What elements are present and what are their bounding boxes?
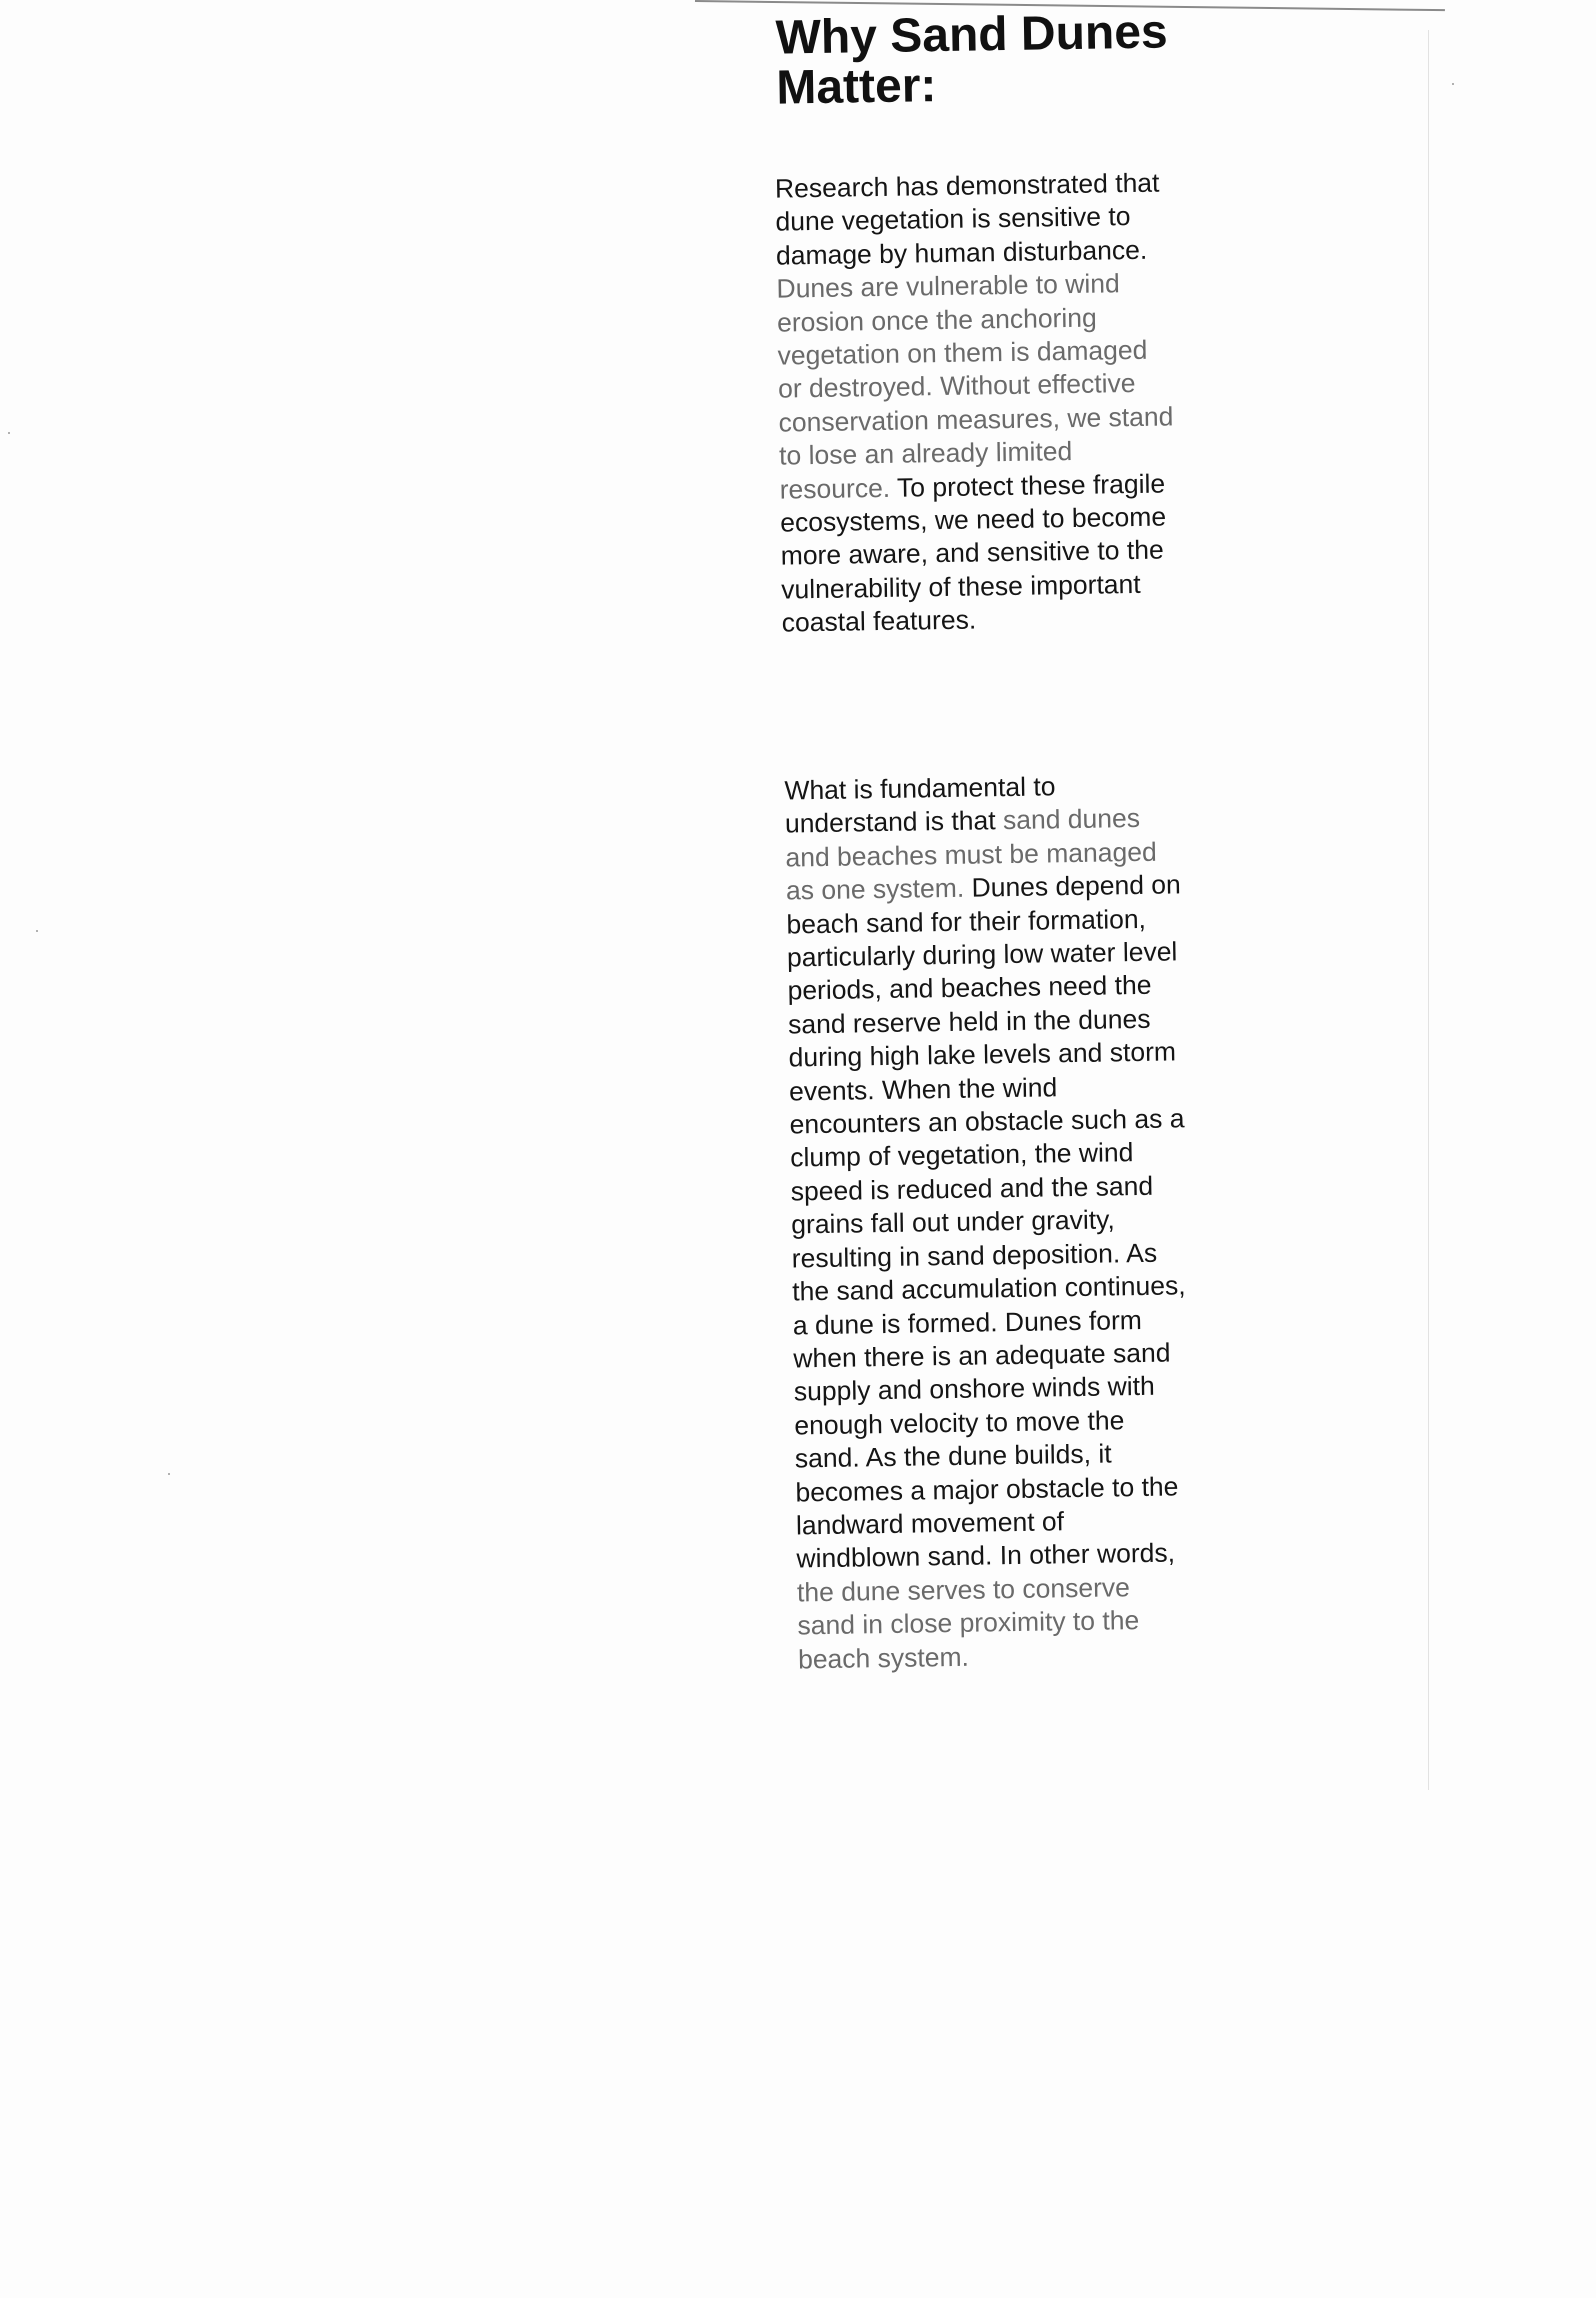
paragraph-tail-text: Dunes depend on beach sand for their formation, particularly during low water level periods, and beaches need the sand reserve held in the dunes during high lake levels and storm events. When the wind encounters an obstacle such as a clump of vegetation, the wind speed is reduced and the sand grains fall out under gravity, resulting in sand deposition. As the sand accumulation continues, a dune is formed. Dunes form when there is an adequate sand supply and onshore winds with enough velocity to move the sand. As the dune builds, it becomes a major obstacle to the landward movement of windblown sand. In other words,: [786, 869, 1186, 1574]
document-page: [750, 0, 1198, 1800]
scan-speck: [36, 930, 38, 932]
paragraph-faded-text: Dunes are vulnerable to wind erosion once the anchoring vegetation on them is damaged or destroyed. Without effective conservation measures, we stand to lose an already limited resource.: [776, 268, 1174, 505]
paragraph-vegetation: [775, 166, 1177, 640]
scan-speck: [168, 1473, 170, 1475]
scan-speck: [8, 432, 10, 434]
page-title: Why Sand Dunes Matter:: [775, 5, 1169, 115]
paragraph-lead-text: What is fundamental to understand is that: [784, 771, 1056, 839]
paragraph-faded-end-text: the dune serves to conserve sand in close proximity to the beach system.: [796, 1571, 1140, 1675]
scan-edge-right: [1428, 30, 1429, 1790]
paragraph-tail-text: To protect these fragile ecosystems, we need to become more aware, and sensitive to the vulnerability of these important coastal features.: [779, 468, 1167, 638]
paragraph-faded-text: sand dunes and beaches must be managed as one system.: [785, 803, 1157, 906]
scan-speck: [1452, 83, 1454, 85]
paragraph-dune-system: [784, 768, 1193, 1676]
paragraph-lead-text: Research has demonstrated that dune vegetation is sensitive to damage by human disturbance.: [774, 167, 1160, 271]
